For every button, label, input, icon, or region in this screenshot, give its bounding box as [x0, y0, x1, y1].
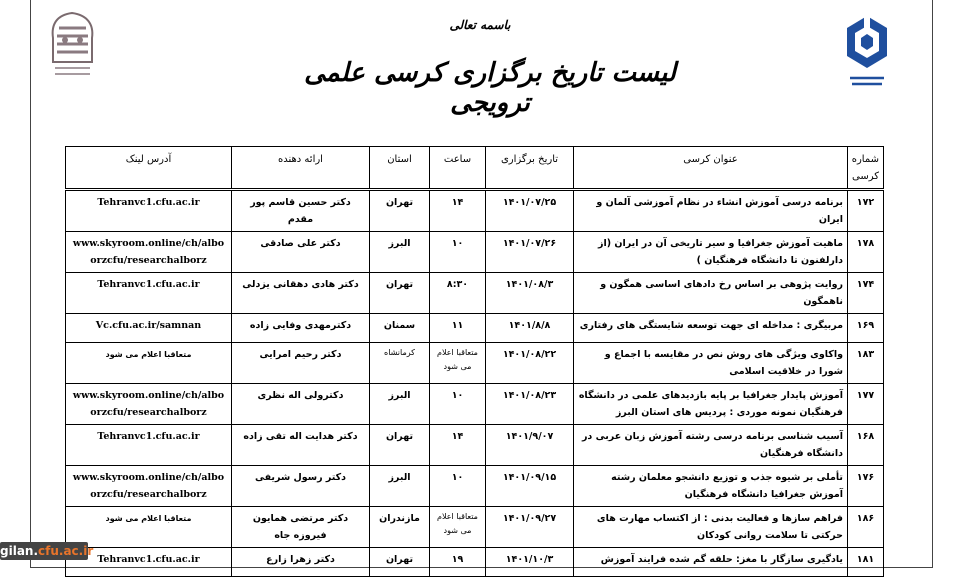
farhangian-university-logo-icon: [842, 12, 892, 92]
row-province: تهران: [370, 273, 430, 314]
row-title: آموزش پایدار جغرافیا بر پایه بازدیدهای علمی در دانشگاه فرهنگیان نمونه موردی : پردیس های استان البرز: [574, 384, 848, 425]
row-link[interactable]: Tehranvc1.cfu.ac.ir: [66, 190, 232, 232]
row-title: یادگیری سازگار با مغز: حلقه گم شده فرایند آموزش: [574, 548, 848, 577]
row-presenter: دکتر هدایت اله تقی زاده: [232, 425, 370, 466]
watermark-prefix: gilan.: [0, 544, 39, 558]
row-presenter: دکتر مرتضی همایون فیروزه جاه: [232, 507, 370, 548]
table-row: [66, 425, 884, 466]
row-title: روایت پژوهی بر اساس رخ دادهای اساسی همگون و ناهمگون: [574, 273, 848, 314]
row-date: ۱۴۰۱/۹/۰۷: [486, 425, 574, 466]
row-time: ۱۴: [430, 190, 486, 232]
row-num: ۱۸۳: [848, 343, 884, 384]
header-province: استان: [370, 147, 430, 190]
row-province: کرمانشاه: [370, 343, 430, 384]
row-province: تهران: [370, 425, 430, 466]
schedule-table: [65, 146, 884, 577]
row-province: تهران: [370, 548, 430, 577]
row-title: واکاوی ویژگی های روش نص در مقایسه با اجماع و شورا در خلاقیت اسلامی: [574, 343, 848, 384]
table-row: [66, 384, 884, 425]
row-title: برنامه درسی آموزش انشاء در نظام آموزشی آلمان و ایران: [574, 190, 848, 232]
row-link[interactable]: www.skyroom.online/ch/alboorzcfu/researchalborz: [66, 232, 232, 273]
header-link: آدرس لینک: [66, 147, 232, 190]
row-presenter: دکترولی اله نظری: [232, 384, 370, 425]
row-presenter: دکتر علی صادقی: [232, 232, 370, 273]
row-num: ۱۸۶: [848, 507, 884, 548]
row-presenter: دکتر هادی دهقانی یزدلی: [232, 273, 370, 314]
row-title: ماهیت آموزش جغرافیا و سیر تاریخی آن در ایران (از دارلفنون تا دانشگاه فرهنگیان ): [574, 232, 848, 273]
table-row: [66, 507, 884, 548]
row-date: ۱۴۰۱/۰۸/۲۳: [486, 384, 574, 425]
table-row: [66, 232, 884, 273]
row-link[interactable]: Tehranvc1.cfu.ac.ir: [66, 548, 232, 577]
row-link[interactable]: Vc.cfu.ac.ir/samnan: [66, 314, 232, 343]
council-emblem-icon: [45, 10, 100, 80]
row-link[interactable]: www.skyroom.online/ch/alboorzcfu/researchalborz: [66, 384, 232, 425]
row-presenter: دکترمهدی وفایی زاده: [232, 314, 370, 343]
row-num: ۱۷۷: [848, 384, 884, 425]
table-header-row: [66, 147, 884, 190]
header-num: شماره کرسی: [848, 147, 884, 190]
row-title: مربیگری : مداخله ای جهت توسعه شایستگی های رفتاری: [574, 314, 848, 343]
row-num: ۱۷۲: [848, 190, 884, 232]
header-date: تاریخ برگزاری: [486, 147, 574, 190]
row-num: ۱۷۸: [848, 232, 884, 273]
page-title: لیست تاریخ برگزاری کرسی علمی ترویجی: [304, 58, 676, 118]
row-time: ۱۹: [430, 548, 486, 577]
basmala-heading: باسمه تعالی: [449, 18, 511, 32]
row-num: ۱۷۶: [848, 466, 884, 507]
row-num: ۱۸۱: [848, 548, 884, 577]
row-link[interactable]: Tehranvc1.cfu.ac.ir: [66, 273, 232, 314]
header-time: ساعت: [430, 147, 486, 190]
row-time: ۱۴: [430, 425, 486, 466]
row-link[interactable]: Tehranvc1.cfu.ac.ir: [66, 425, 232, 466]
table-row: [66, 466, 884, 507]
row-date: ۱۴۰۱/۰۸/۳: [486, 273, 574, 314]
row-presenter: دکتر حسین قاسم پور مقدم: [232, 190, 370, 232]
row-date: ۱۴۰۱/۸/۸: [486, 314, 574, 343]
row-time: متعاقبا اعلام می شود: [430, 507, 486, 548]
table-row: [66, 190, 884, 232]
row-date: ۱۴۰۱/۱۰/۳: [486, 548, 574, 577]
row-title: آسیب شناسی برنامه درسی رشته آموزش زبان عربی در دانشگاه فرهنگیان: [574, 425, 848, 466]
row-province: مازندران: [370, 507, 430, 548]
site-watermark: [0, 542, 94, 560]
row-date: ۱۴۰۱/۰۹/۲۷: [486, 507, 574, 548]
row-num: ۱۶۹: [848, 314, 884, 343]
row-province: البرز: [370, 384, 430, 425]
header-presenter: ارائه دهنده: [232, 147, 370, 190]
table-row: [66, 343, 884, 384]
row-link: متعاقبا اعلام می شود: [66, 343, 232, 384]
row-time: ۱۰: [430, 232, 486, 273]
row-num: ۱۶۸: [848, 425, 884, 466]
row-date: ۱۴۰۱/۰۷/۲۵: [486, 190, 574, 232]
header-title: عنوان کرسی: [574, 147, 848, 190]
table-row: [66, 548, 884, 577]
row-date: ۱۴۰۱/۰۷/۲۶: [486, 232, 574, 273]
row-province: تهران: [370, 190, 430, 232]
watermark-accent: cfu.ac.ir: [38, 544, 94, 558]
row-province: البرز: [370, 466, 430, 507]
row-presenter: دکتر زهرا زارع: [232, 548, 370, 577]
row-presenter: دکتر رسول شریفی: [232, 466, 370, 507]
row-link[interactable]: www.skyroom.online/ch/alboorzcfu/researchalborz: [66, 466, 232, 507]
row-time: ۸:۳۰: [430, 273, 486, 314]
row-time: ۱۱: [430, 314, 486, 343]
table-row: [66, 314, 884, 343]
row-presenter: دکتر رحیم امرایی: [232, 343, 370, 384]
row-date: ۱۴۰۱/۰۹/۱۵: [486, 466, 574, 507]
row-num: ۱۷۴: [848, 273, 884, 314]
table-row: [66, 273, 884, 314]
row-time: ۱۰: [430, 466, 486, 507]
row-time: متعاقبا اعلام می شود: [430, 343, 486, 384]
row-title: فراهم سازها و فعالیت بدنی : از اکتساب مهارت های حرکتی تا سلامت روانی کودکان: [574, 507, 848, 548]
row-title: تأملی بر شیوه جذب و توزیع دانشجو معلمان رشته آموزش جغرافیا دانشگاه فرهنگیان: [574, 466, 848, 507]
row-link: متعاقبا اعلام می شود: [66, 507, 232, 548]
row-date: ۱۴۰۱/۰۸/۲۲: [486, 343, 574, 384]
row-time: ۱۰: [430, 384, 486, 425]
row-province: البرز: [370, 232, 430, 273]
row-province: سمنان: [370, 314, 430, 343]
